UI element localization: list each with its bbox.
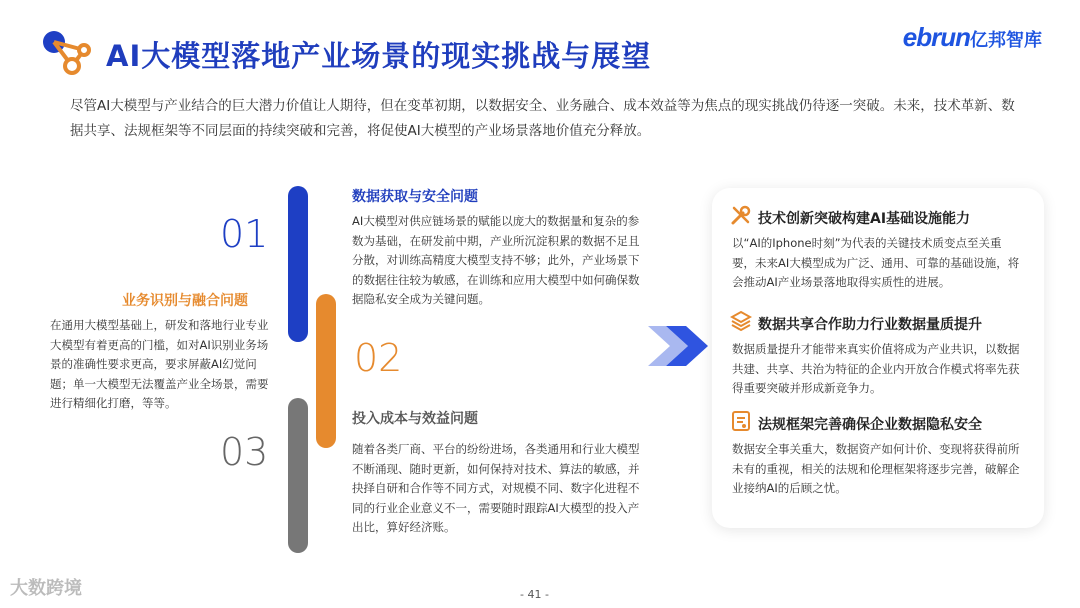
section-text-03: 随着各类厂商、平台的纷纷进场，各类通用和行业大模型不断涌现、随时更新，如何保持对技术、算法的敏感，并抉择自研和合作等不同方式，对规模不同、数字化进程不同的行业企业意义不一，需要随时跟踪AI大模型的投入产出比，算好经济账。: [352, 442, 640, 534]
brand-latin: ebrun: [902, 22, 970, 52]
section-title-03: 投入成本与效益问题: [352, 411, 478, 427]
brand-logo: [903, 22, 1042, 53]
page-title: AI大模型落地产业场景的现实挑战与展望: [106, 39, 652, 73]
section-bar-02: [316, 294, 336, 448]
brand-cn: 亿邦智库: [970, 30, 1042, 50]
section-number-03: 03: [220, 430, 269, 474]
page-number: - 41 -: [520, 588, 549, 601]
document-icon: [730, 410, 752, 432]
section-title-01: 数据获取与安全问题: [352, 189, 478, 205]
watermark-logo: 大数跨境: [10, 578, 82, 599]
layers-icon: [730, 310, 752, 332]
chevron-right-icon: [648, 322, 710, 370]
section-number-02: 02: [354, 336, 403, 380]
outlook-text-1: 以“AI的Iphone时刻”为代表的关键技术质变点至关重要，未来AI大模型成为广泛、通用、可靠的基础设施，将会推动AI产业场景落地取得实质性的进展。: [732, 236, 1020, 289]
outlook-text-2: 数据质量提升才能带来真实价值将成为产业共识，以数据共建、共享、共治为特征的企业内开放合作模式将率先获得重要突破并形成新竞争力。: [732, 342, 1020, 395]
title-logo-icon: [40, 28, 94, 78]
section-bar-03: [288, 398, 308, 553]
tools-icon: [730, 204, 752, 226]
section-bar-01: [288, 186, 308, 342]
outlook-title-3: 法规框架完善确保企业数据隐私安全: [758, 417, 982, 433]
outlook-text-3: 数据安全事关重大，数据资产如何计价、变现将获得前所未有的重视，相关的法规和伦理框架将逐步完善，破解企业接纳AI的后顾之忧。: [732, 442, 1020, 495]
section-text-02: 在通用大模型基础上，研发和落地行业专业大模型有着更高的门槛，如对AI识别业务场景的准确性要求更高，要求屏蔽AI幻觉问题；单一大模型无法覆盖产业全场景，需要进行精细化打磨，等等。: [50, 318, 269, 410]
section-text-01: AI大模型对供应链场景的赋能以庞大的数据量和复杂的参数为基础，在研发前中期，产业所沉淀积累的数据不足且分散，对训练高精度大模型支持不够；此外，产业场景下的数据往往较为敏感，在训练和应用大模型中如何确保数据隐私安全成为关键问题。: [352, 214, 640, 306]
outlook-title-1: 技术创新突破构建AI基础设施能力: [758, 211, 971, 227]
intro-paragraph: 尽管AI大模型与产业结合的巨大潜力价值让人期待，但在变革初期，以数据安全、业务融合、成本效益等为焦点的现实挑战仍待逐一突破。未来，技术革新、数据共享、法规框架等不同层面的持续突破和完善，将促使AI大模型的产业场景落地价值充分释放。: [70, 98, 1015, 139]
outlook-title-2: 数据共享合作助力行业数据量质提升: [758, 317, 982, 333]
section-number-01: 01: [220, 212, 269, 256]
section-title-02: 业务识别与融合问题: [122, 293, 248, 309]
outlook-card: [712, 188, 1044, 528]
